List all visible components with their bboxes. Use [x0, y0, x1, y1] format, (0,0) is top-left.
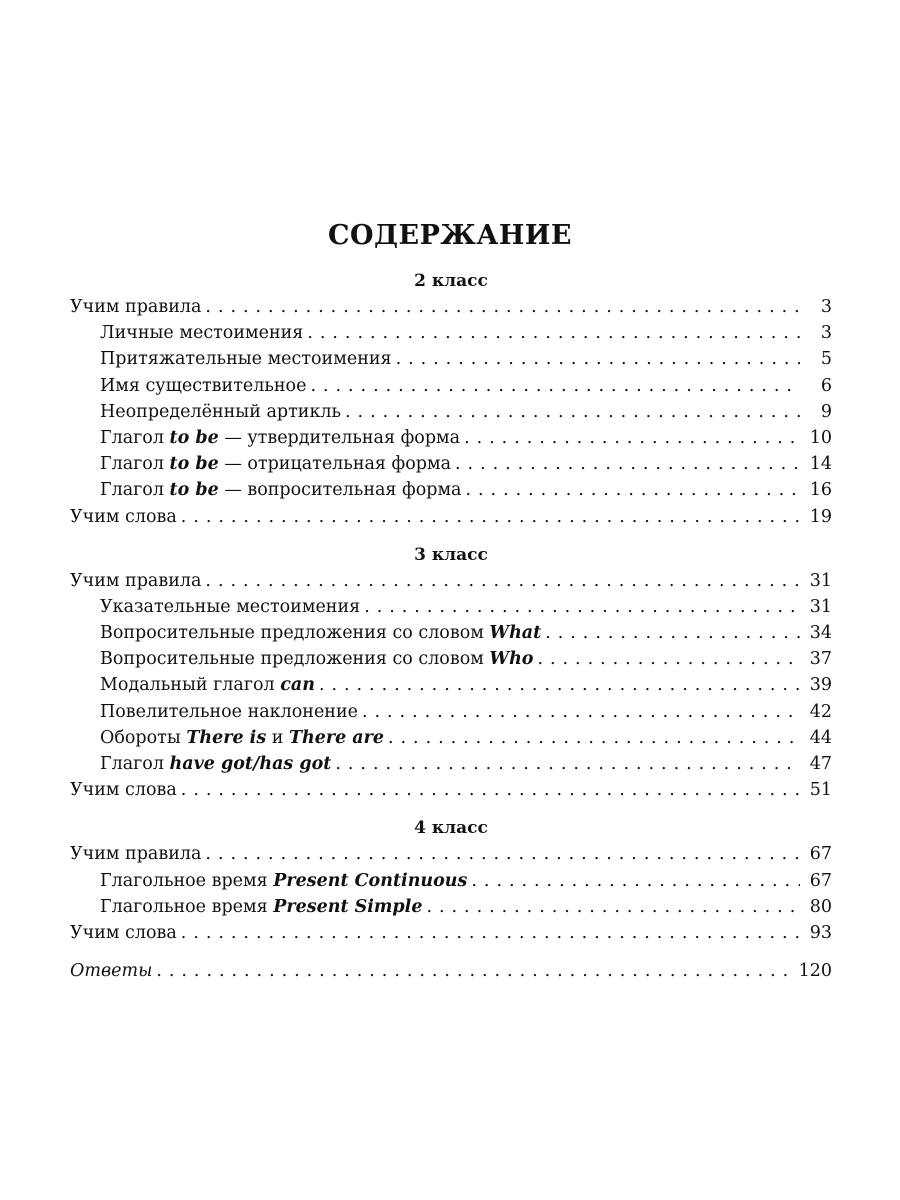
label-text: Притяжательные местоимения [100, 349, 392, 370]
toc-subentry[interactable] [70, 477, 832, 503]
toc-entry-label [100, 751, 331, 777]
label-text: Глагол [100, 454, 170, 475]
emphasized-term: to be [169, 480, 219, 501]
label-text: Учим слова [70, 780, 177, 801]
label-text: Повелительное наклонение [100, 701, 358, 722]
toc-entry-label [70, 294, 201, 320]
table-of-contents [70, 268, 832, 984]
dot-leader [319, 672, 800, 698]
section-heading: 3 класс [414, 544, 488, 565]
toc-entry-label [70, 504, 177, 530]
label-text: Указательные местоимения [100, 596, 361, 617]
label-text: Глагольное время [100, 870, 274, 891]
toc-subentry[interactable] [70, 672, 832, 698]
label-text: Учим правила [70, 297, 202, 317]
toc-entry-label [100, 672, 315, 698]
toc-entry-label [100, 646, 533, 672]
toc-entry-label [100, 451, 451, 477]
label-text: Глагол [100, 427, 170, 448]
toc-subentry[interactable] [70, 451, 832, 477]
label-text: Глагольное время [100, 896, 274, 917]
toc-subentry[interactable] [70, 346, 832, 372]
dot-leader [471, 868, 800, 894]
emphasized-term: There are [288, 727, 384, 748]
toc-entry-label [100, 320, 303, 346]
dot-leader [205, 294, 800, 320]
toc-subentry[interactable] [70, 646, 832, 672]
label-text: — утвердительная форма [218, 427, 461, 448]
label-text: Учим слова [70, 506, 177, 527]
toc-entry[interactable] [70, 504, 832, 530]
label-text: Обороты [100, 727, 187, 748]
toc-subentry[interactable] [70, 373, 832, 399]
dot-leader [545, 620, 800, 646]
emphasized-term: to be [169, 427, 219, 448]
dot-leader [345, 399, 800, 425]
emphasized-term: can [280, 675, 315, 696]
toc-entry[interactable] [70, 568, 832, 594]
label-text: Глагол [100, 754, 170, 774]
section-heading: 4 класс [414, 818, 488, 839]
toc-subentry[interactable] [70, 425, 832, 451]
toc-page-number: 37 [809, 649, 832, 670]
section-gap [70, 803, 832, 815]
toc-page-number: 19 [809, 506, 832, 527]
dot-leader [181, 504, 800, 530]
label-text: и [266, 727, 289, 748]
dot-leader [537, 646, 800, 672]
dot-leader [181, 920, 800, 946]
section-heading: 2 класс [414, 271, 488, 291]
dot-leader [310, 373, 800, 399]
toc-entry-label [100, 894, 422, 920]
toc-page-number: 39 [809, 675, 832, 696]
toc-page-number: 10 [809, 427, 832, 448]
emphasized-term: Present Continuous [273, 870, 468, 891]
toc-entry-label [100, 425, 460, 451]
toc-page-number: 51 [809, 780, 832, 801]
toc-subentry[interactable] [70, 594, 832, 620]
dot-leader [466, 477, 801, 503]
toc-entry-answers[interactable] [70, 958, 832, 984]
label-text: Вопросительные предложения со словом [100, 623, 490, 644]
toc-page-number: 34 [809, 623, 832, 644]
dot-leader [464, 425, 800, 451]
toc-subentry[interactable] [70, 320, 832, 346]
toc-page-number: 9 [820, 401, 832, 422]
toc-page-number: 93 [809, 922, 832, 943]
toc-entry[interactable] [70, 777, 832, 803]
toc-page-number: 3 [820, 297, 832, 317]
label-text: Учим слова [70, 922, 177, 943]
toc-sections [70, 268, 832, 946]
dot-leader [156, 958, 792, 984]
dot-leader [396, 346, 800, 372]
toc-subentry[interactable] [70, 894, 832, 920]
dot-leader [426, 894, 800, 920]
label-text: Учим правила [70, 570, 202, 591]
toc-entry-label [100, 346, 392, 372]
toc-page-number: 14 [809, 454, 832, 475]
toc-entry-label: Ответы [70, 961, 153, 982]
label-text: Имя существительное [100, 375, 307, 396]
page-title: СОДЕРЖАНИЕ [328, 220, 572, 251]
emphasized-term: to be [169, 454, 219, 475]
toc-entry-label [70, 920, 177, 946]
label-text: Неопределённый артикль [100, 401, 342, 422]
toc-page-number: 47 [809, 754, 832, 774]
dot-leader [362, 699, 800, 725]
toc-subentry[interactable] [70, 725, 832, 751]
toc-page-number: 67 [809, 844, 832, 865]
toc-page-number: 3 [820, 323, 832, 344]
toc-page-number: 5 [820, 349, 832, 370]
toc-entry-label [100, 477, 462, 503]
dot-leader [388, 725, 800, 751]
toc-subentry[interactable] [70, 699, 832, 725]
dot-leader [205, 568, 800, 594]
toc-subentry[interactable] [70, 620, 832, 646]
label-text: Личные местоимения [100, 323, 304, 344]
section-gap [70, 530, 832, 542]
toc-entry-label [100, 399, 341, 425]
dot-leader [335, 751, 800, 777]
emphasized-term: Present Simple [273, 896, 423, 917]
toc-entry[interactable] [70, 294, 832, 320]
emphasized-term: There is [186, 727, 267, 748]
toc-page-number: 120 [798, 961, 832, 982]
toc-entry-label [100, 699, 358, 725]
toc-page-number: 31 [809, 596, 832, 617]
dot-leader [455, 451, 800, 477]
toc-entry[interactable] [70, 841, 832, 867]
emphasized-term: What [489, 623, 542, 644]
toc-subentry[interactable] [70, 751, 832, 777]
toc-entry-label [70, 777, 177, 803]
toc-page-number: 67 [809, 870, 832, 891]
toc-entry-label [100, 868, 467, 894]
toc-entry-label [100, 725, 384, 751]
toc-subentry[interactable] [70, 399, 832, 425]
toc-entry-label [100, 373, 306, 399]
toc-page-number: 6 [820, 375, 832, 396]
emphasized-term: Who [489, 649, 534, 670]
dot-leader [205, 841, 800, 867]
toc-page-number: 80 [809, 896, 832, 917]
toc-entry[interactable] [70, 920, 832, 946]
toc-entry-label [100, 594, 360, 620]
toc-entry-label [70, 568, 201, 594]
dot-leader [181, 777, 800, 803]
toc-subentry[interactable] [70, 868, 832, 894]
label-text: Глагол [100, 480, 170, 501]
label-text: — вопросительная форма [218, 480, 462, 501]
toc-entry-label [70, 841, 201, 867]
dot-leader [307, 320, 800, 346]
toc-page-number: 31 [809, 570, 832, 591]
toc-entry-label [100, 620, 541, 646]
label-text: Учим правила [70, 844, 202, 865]
toc-page-number: 16 [809, 480, 832, 501]
toc-page-number: 44 [809, 727, 832, 748]
label-text: Модальный глагол [100, 675, 281, 696]
toc-page-number: 42 [809, 701, 832, 722]
label-text: Вопросительные предложения со словом [100, 649, 490, 670]
dot-leader [364, 594, 800, 620]
label-text: — отрицательная форма [218, 454, 452, 475]
emphasized-term: have got/has got [169, 754, 332, 774]
